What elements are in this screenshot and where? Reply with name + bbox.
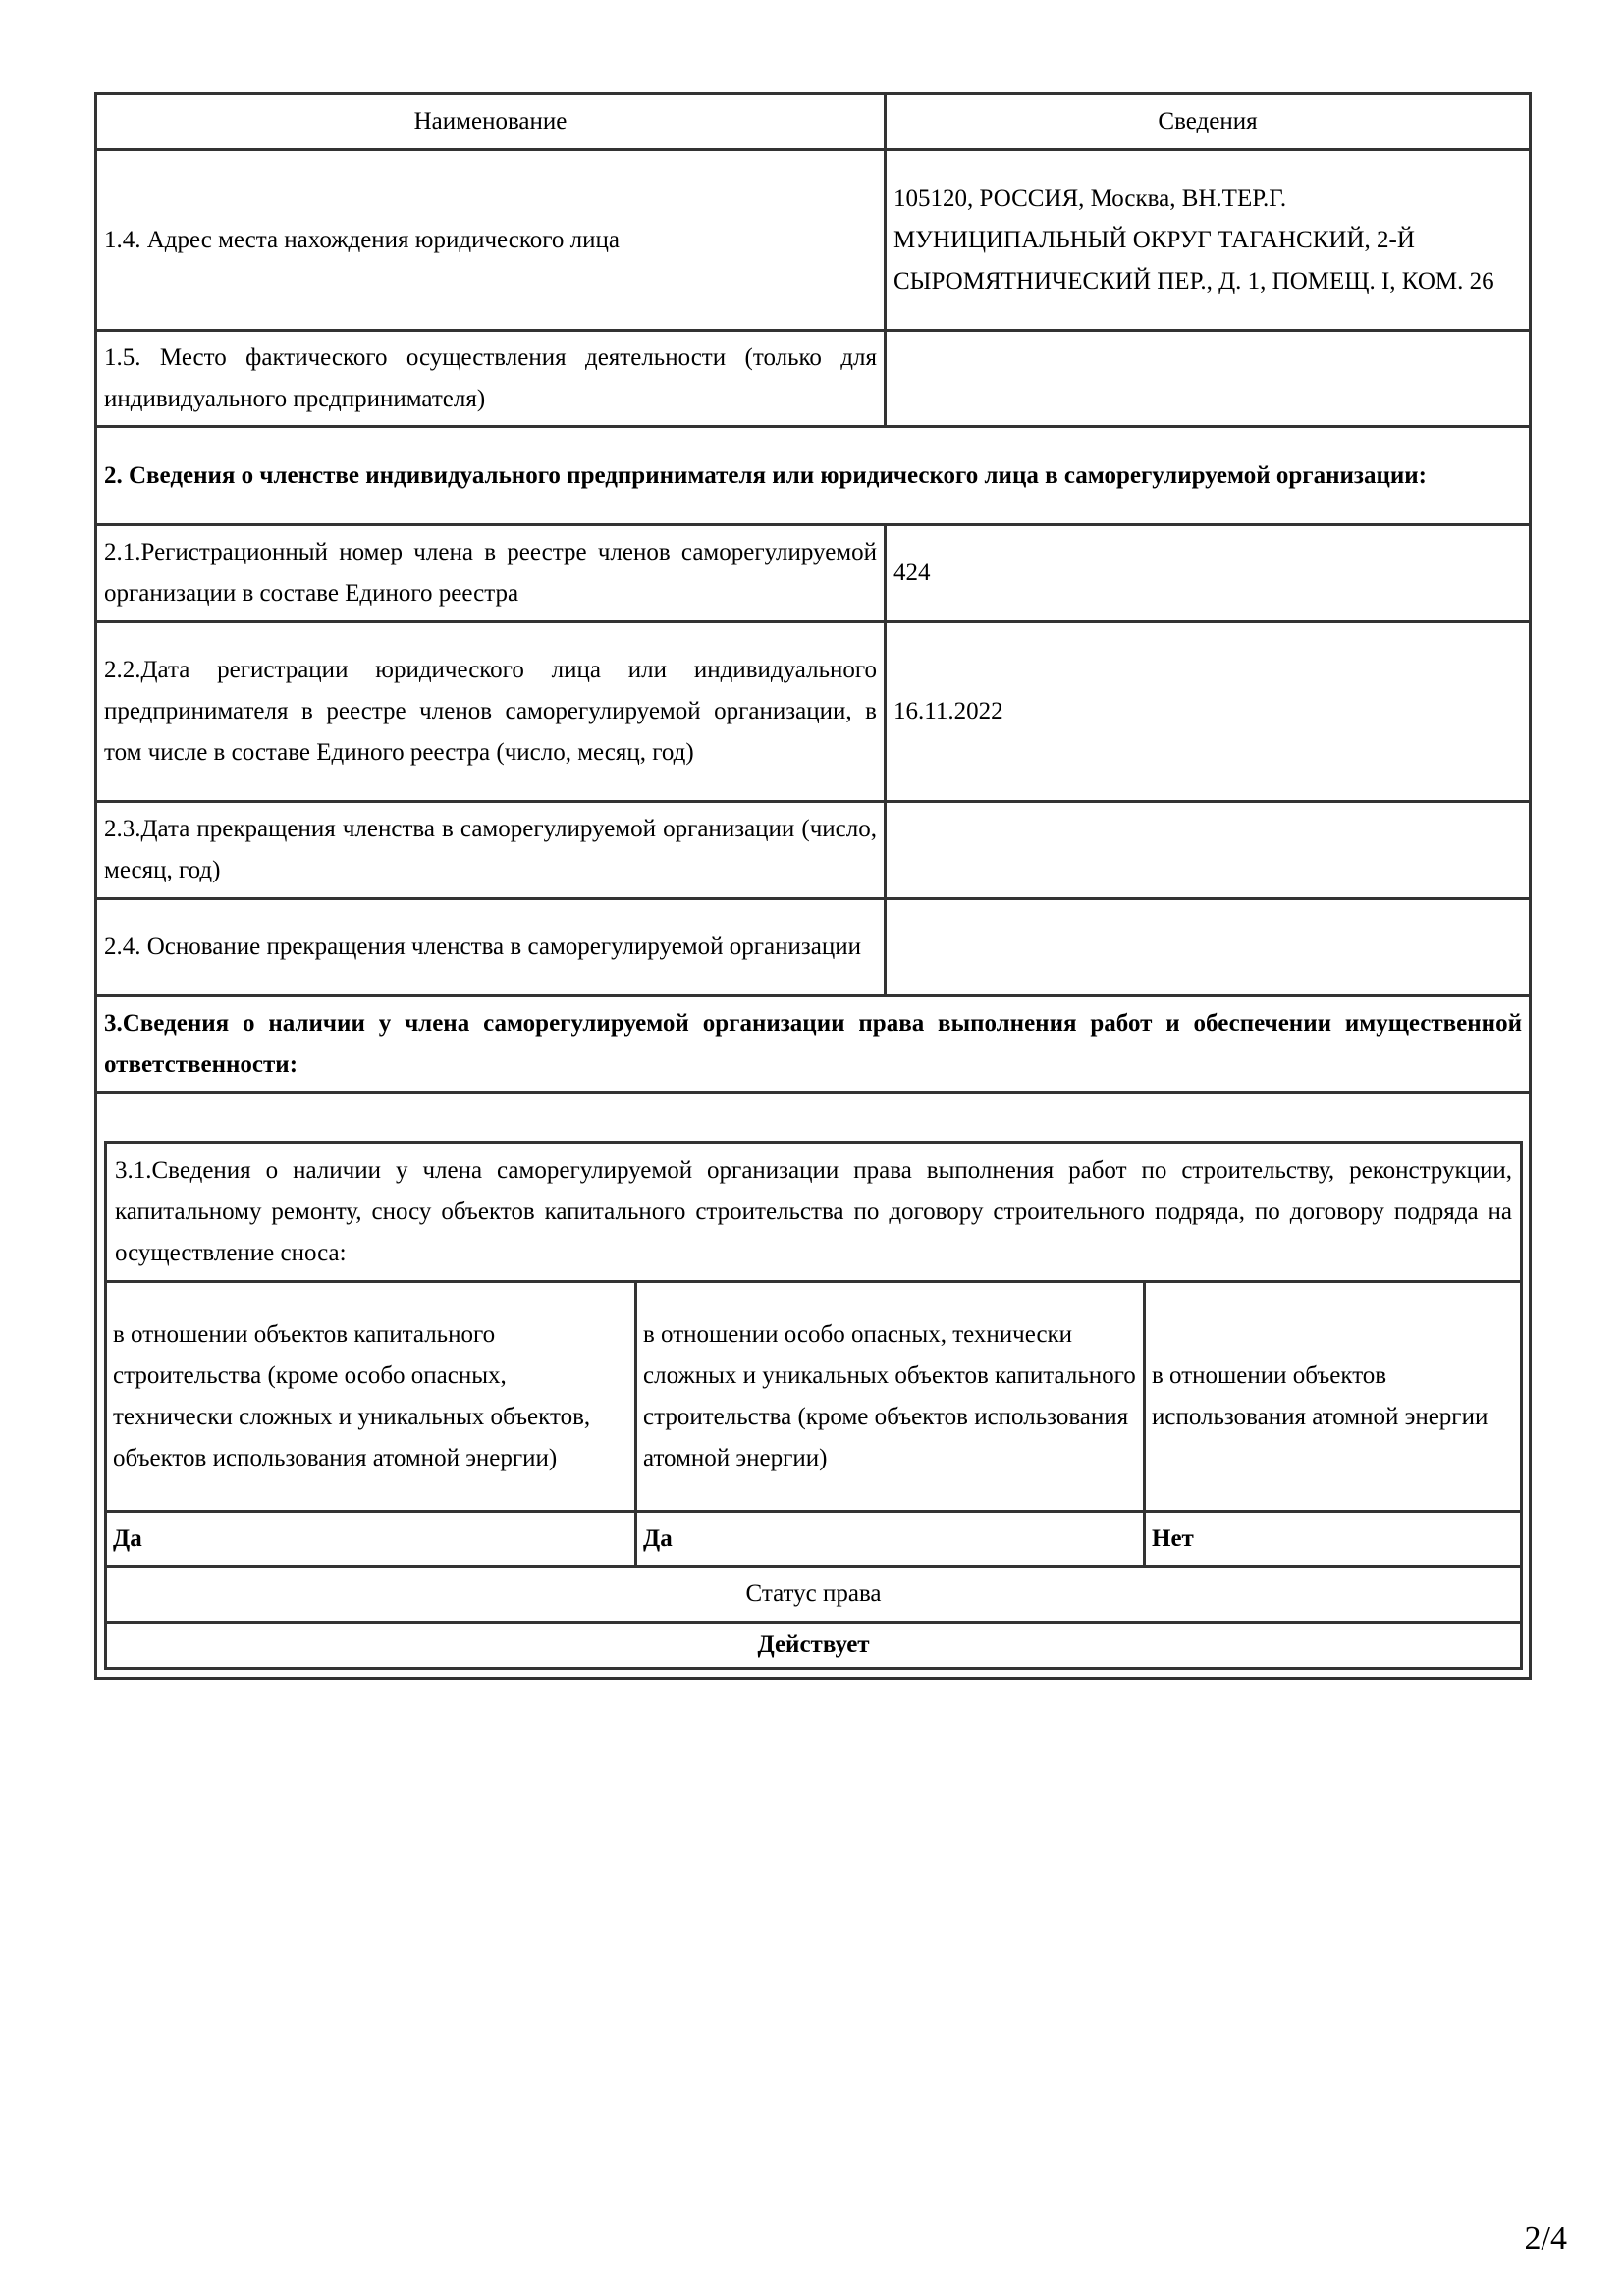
rights-container-row [96, 1093, 1531, 1679]
row-1-4-value: 105120, РОССИЯ, Москва, ВН.ТЕР.Г. МУНИЦИПАЛЬНЫЙ ОКРУГ ТАГАНСКИЙ, 2-Й СЫРОМЯТНИЧЕСКИЙ ПЕР., Д. 1, ПОМЕЩ. I, КОМ. 26 [886, 150, 1531, 331]
row-2-2-label: 2.2.Дата регистрации юридического лица или индивидуального предпринимателя в реестре членов саморегулируемой организации, в том числе в составе Единого реестра (число, месяц, год) [96, 622, 886, 802]
rights-value-1: Да [106, 1512, 636, 1567]
rights-value-2: Да [636, 1512, 1145, 1567]
table-header-row [96, 94, 1531, 150]
rights-categories-row [106, 1282, 1522, 1512]
table-row [96, 150, 1531, 331]
spacer [104, 1094, 1522, 1141]
rights-category-1: в отношении объектов капитального строительства (кроме особо опасных, технически сложных и уникальных объектов, объектов использования атомной энергии) [106, 1282, 636, 1512]
table-row [96, 525, 1531, 622]
row-1-5-value [886, 331, 1531, 427]
row-2-2-value: 16.11.2022 [886, 622, 1531, 802]
rights-title: 3.1.Сведения о наличии у члена саморегулируемой организации права выполнения работ по строительству, реконструкции, капитальному ремонту, сносу объектов капитального строительства по договору строительного подряда, по договору подряда на осуществление сноса: [106, 1143, 1522, 1282]
section-2-heading: 2. Сведения о членстве индивидуального предпринимателя или юридического лица в саморегулируемой организации: [96, 427, 1531, 525]
table-row [96, 622, 1531, 802]
row-2-3-label: 2.3.Дата прекращения членства в саморегулируемой организации (число, месяц, год) [96, 802, 886, 899]
rights-value-3: Нет [1145, 1512, 1522, 1567]
section-3-heading: 3.Сведения о наличии у члена саморегулируемой организации права выполнения работ и обеспечении имущественной ответственности: [96, 996, 1531, 1093]
registry-extract-table [94, 92, 1532, 1680]
rights-title-row [106, 1143, 1522, 1282]
rights-category-3: в отношении объектов использования атомной энергии [1145, 1282, 1522, 1512]
header-name: Наименование [96, 94, 886, 150]
status-label: Статус права [106, 1567, 1522, 1623]
rights-container [96, 1093, 1531, 1679]
row-2-3-value [886, 802, 1531, 899]
status-value: Действует [106, 1623, 1522, 1669]
table-row [96, 331, 1531, 427]
row-1-4-label: 1.4. Адрес места нахождения юридического лица [96, 150, 886, 331]
page-number: 2/4 [1524, 2220, 1567, 2257]
row-2-1-value: 424 [886, 525, 1531, 622]
section-heading-row [96, 996, 1531, 1093]
rights-category-2: в отношении особо опасных, технически сложных и уникальных объектов капитального строительства (кроме объектов использования атомной энергии) [636, 1282, 1145, 1512]
row-2-4-value [886, 899, 1531, 996]
table-row [96, 802, 1531, 899]
header-info: Сведения [886, 94, 1531, 150]
row-2-4-label: 2.4. Основание прекращения членства в саморегулируемой организации [96, 899, 886, 996]
row-1-5-label: 1.5. Место фактического осуществления деятельности (только для индивидуального предпринимателя) [96, 331, 886, 427]
table-row [96, 899, 1531, 996]
rights-table [104, 1141, 1523, 1670]
section-heading-row [96, 427, 1531, 525]
rights-values-row [106, 1512, 1522, 1567]
status-value-row [106, 1623, 1522, 1669]
status-label-row [106, 1567, 1522, 1623]
row-2-1-label: 2.1.Регистрационный номер члена в реестре членов саморегулируемой организации в составе Единого реестра [96, 525, 886, 622]
